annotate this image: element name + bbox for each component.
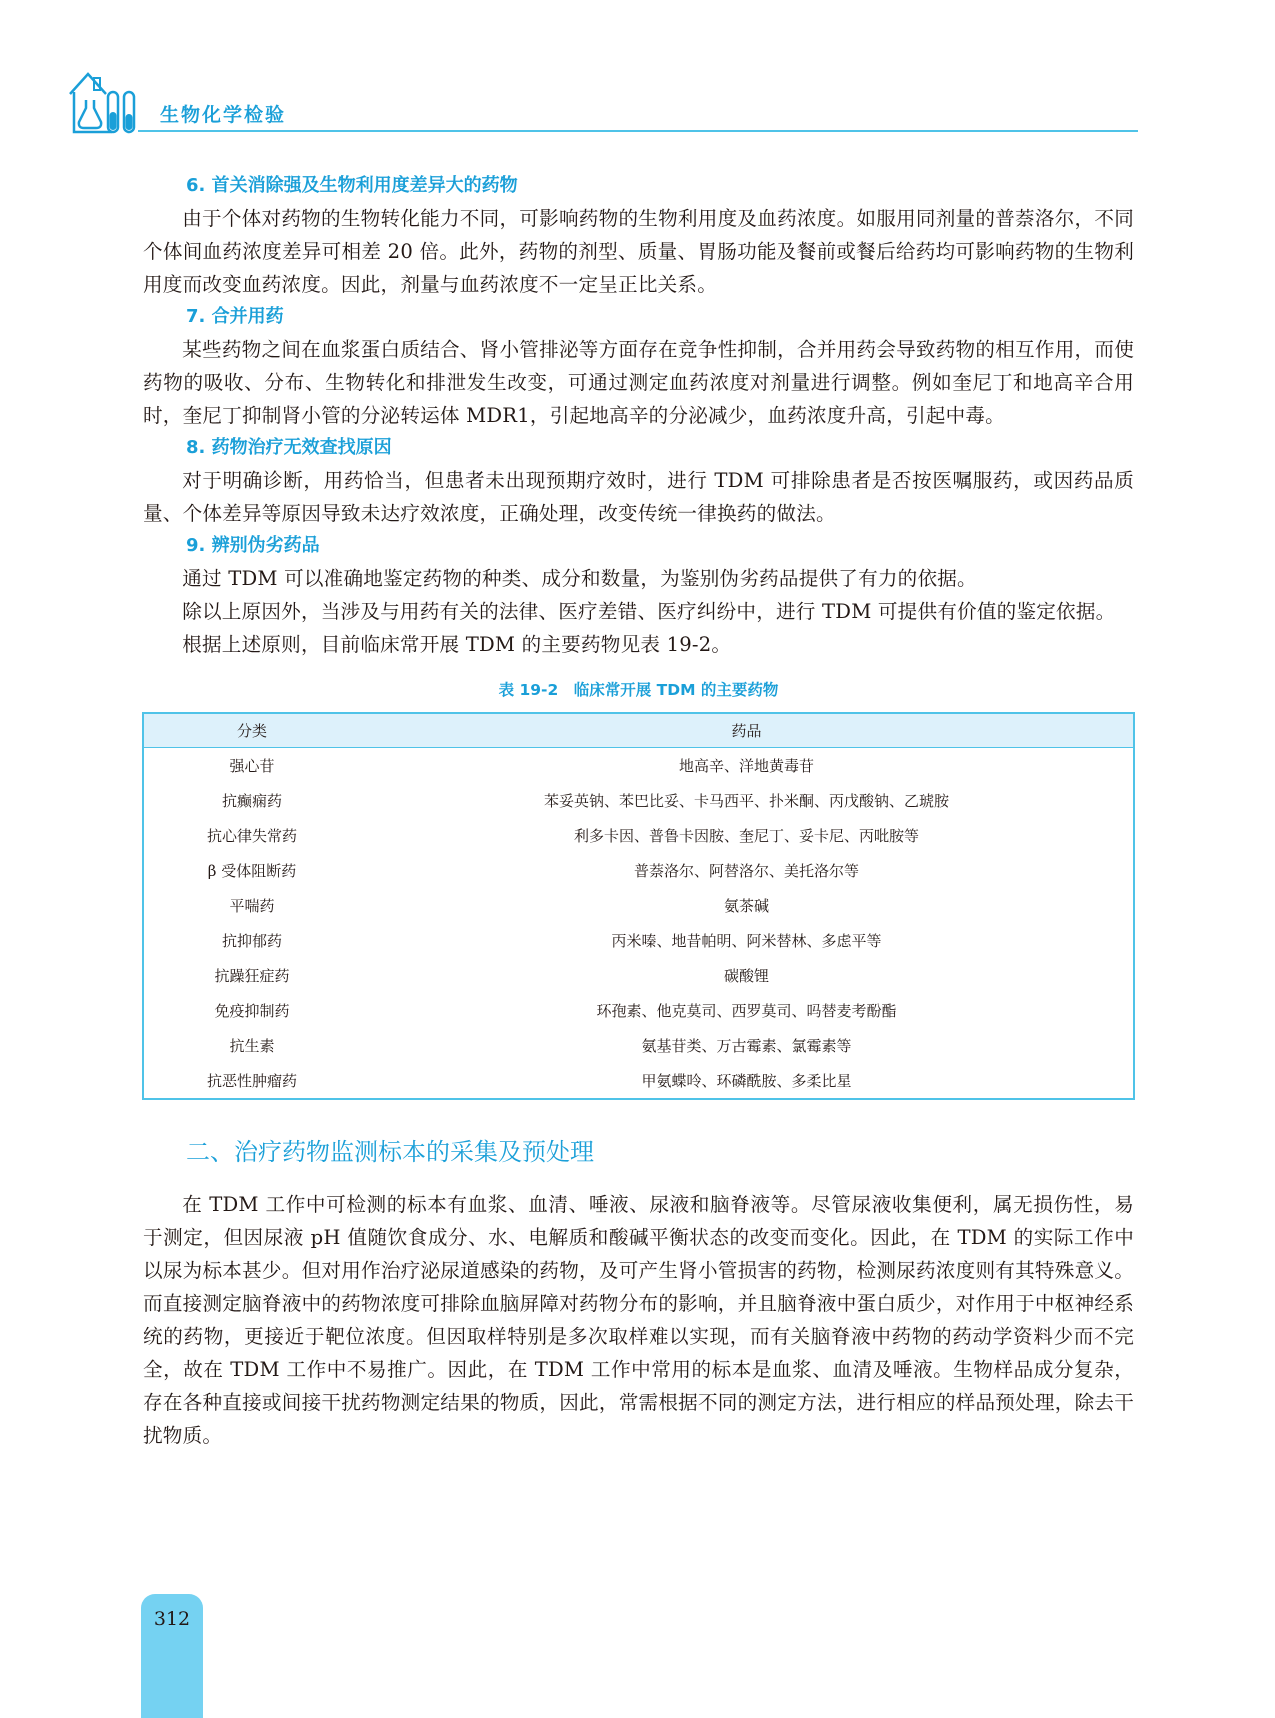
table-cell-drugs: 环孢素、他克莫司、西罗莫司、吗替麦考酚酯 [596, 1002, 897, 1020]
table-cell-category: 抗生素 [229, 1037, 275, 1055]
table-row [143, 923, 1134, 958]
page-number: 312 [153, 1608, 191, 1630]
table-row [143, 1028, 1134, 1063]
table-header-row [143, 713, 1134, 748]
paragraph: 在 TDM 工作中可检测的标本有血浆、血清、唾液、尿液和脑脊液等。尽管尿液收集便利，属无损伤性，易于测定，但因尿液 pH 值随饮食成分、水、电解质和酸碱平衡状态的改变而变化。因此，在 TDM 的实际工作中以尿为标本甚少。但对用作治疗泌尿道感染的药物，及可产生肾小管损害的药物，检测尿药浓度则有其特殊意义。而直接测定脑脊液中的药物浓度可排除血脑屏障对药物分布的影响，并且脑脊液中蛋白质少，对作用于中枢神经系统的药物，更接近于靶位浓度。但因取样特别是多次取样难以实现，而有关脑脊液中药物的药动学资料少而不完全，故在 TDM 工作中不易推广。因此，在 TDM 工作中常用的标本是血浆、血清及唾液。生物样品成分复杂，存在各种直接或间接干扰药物测定结果的物质，因此，常需根据不同的测定方法，进行相应的样品预处理，除去干扰物质。 [143, 1193, 1134, 1447]
paragraph: 通过 TDM 可以准确地鉴定药物的种类、成分和数量，为鉴别伪劣药品提供了有力的依据。 [182, 567, 977, 590]
table-row [143, 783, 1134, 818]
table-cell-drugs: 利多卡因、普鲁卡因胺、奎尼丁、妥卡尼、丙吡胺等 [573, 827, 919, 845]
table-cell-drugs: 普萘洛尔、阿替洛尔、美托洛尔等 [633, 862, 859, 880]
subheading-8: 8. 药物治疗无效查找原因 [186, 437, 392, 458]
table-row [143, 958, 1134, 993]
table-cell-drugs: 地高辛、洋地黄毒苷 [678, 757, 814, 775]
subheading-7: 7. 合并用药 [186, 306, 284, 327]
drug-table [142, 712, 1135, 1100]
table-cell-drugs: 苯妥英钠、苯巴比妥、卡马西平、扑米酮、丙戊酸钠、乙琥胺 [543, 792, 949, 810]
table-cell-drugs: 丙米嗪、地昔帕明、阿米替林、多虑平等 [611, 932, 882, 950]
header-rule [138, 130, 1138, 132]
table-cell-category: 抗心律失常药 [206, 827, 297, 845]
table-cell-category: 平喘药 [229, 897, 275, 915]
table-row [143, 818, 1134, 853]
table-row [143, 853, 1134, 888]
table-cell-category: 抗抑郁药 [221, 932, 282, 950]
paragraph: 某些药物之间在血浆蛋白质结合、肾小管排泌等方面存在竞争性抑制，合并用药会导致药物的相互作用，而使药物的吸收、分布、生物转化和排泄发生改变，可通过测定血药浓度对剂量进行调整。例如奎尼丁和地高辛合用时，奎尼丁抑制肾小管的分泌转运体 MDR1，引起地高辛的分泌减少，血药浓度升高，引起中毒。 [143, 338, 1134, 427]
table-cell-drugs: 甲氨蝶呤、环磷酰胺、多柔比星 [641, 1072, 852, 1090]
table-header-category: 分类 [143, 713, 360, 748]
table-cell-category: 免疫抑制药 [214, 1002, 290, 1020]
subheading-6: 6. 首关消除强及生物利用度差异大的药物 [186, 175, 518, 196]
table-row [143, 748, 1134, 784]
table-cell-category: 抗躁狂症药 [214, 967, 290, 985]
table-cell-category: 抗癫痫药 [221, 792, 282, 810]
table-row [143, 888, 1134, 923]
paragraph: 由于个体对药物的生物转化能力不同，可影响药物的生物利用度及血药浓度。如服用同剂量的普萘洛尔，不同个体间血药浓度差异可相差 20 倍。此外，药物的剂型、质量、胃肠功能及餐前或餐后给药均可影响药物的生物利用度而改变血药浓度。因此，剂量与血药浓度不一定呈正比关系。 [143, 207, 1134, 296]
table-cell-drugs: 碳酸锂 [723, 967, 769, 985]
table-caption: 表 19-2 临床常开展 TDM 的主要药物 [498, 681, 779, 699]
table-header-drugs: 药品 [360, 713, 1134, 748]
table-row [143, 993, 1134, 1028]
table-cell-drugs: 氨茶碱 [723, 897, 769, 915]
table-cell-category: 强心苷 [229, 757, 275, 775]
paragraph: 除以上原因外，当涉及与用药有关的法律、医疗差错、医疗纠纷中，进行 TDM 可提供有价值的鉴定依据。 [182, 600, 1116, 623]
table-cell-category: β 受体阻断药 [207, 862, 297, 880]
table-cell-category: 抗恶性肿瘤药 [206, 1072, 297, 1090]
paragraph: 对于明确诊断，用药恰当，但患者未出现预期疗效时，进行 TDM 可排除患者是否按医嘱服药，或因药品质量、个体差异等原因导致未达疗效浓度，正确处理，改变传统一律换药的做法。 [143, 469, 1134, 525]
lab-flask-logo-icon [68, 66, 144, 138]
page-content [143, 170, 1134, 1452]
paragraph: 根据上述原则，目前临床常开展 TDM 的主要药物见表 19-2。 [182, 633, 732, 656]
subheading-9: 9. 辨别伪劣药品 [186, 535, 320, 556]
book-title: 生物化学检验 [160, 104, 287, 126]
table-cell-drugs: 氨基苷类、万古霉素、氯霉素等 [641, 1037, 852, 1055]
section-title: 二、治疗药物监测标本的采集及预处理 [186, 1138, 594, 1166]
table-row [143, 1063, 1134, 1099]
